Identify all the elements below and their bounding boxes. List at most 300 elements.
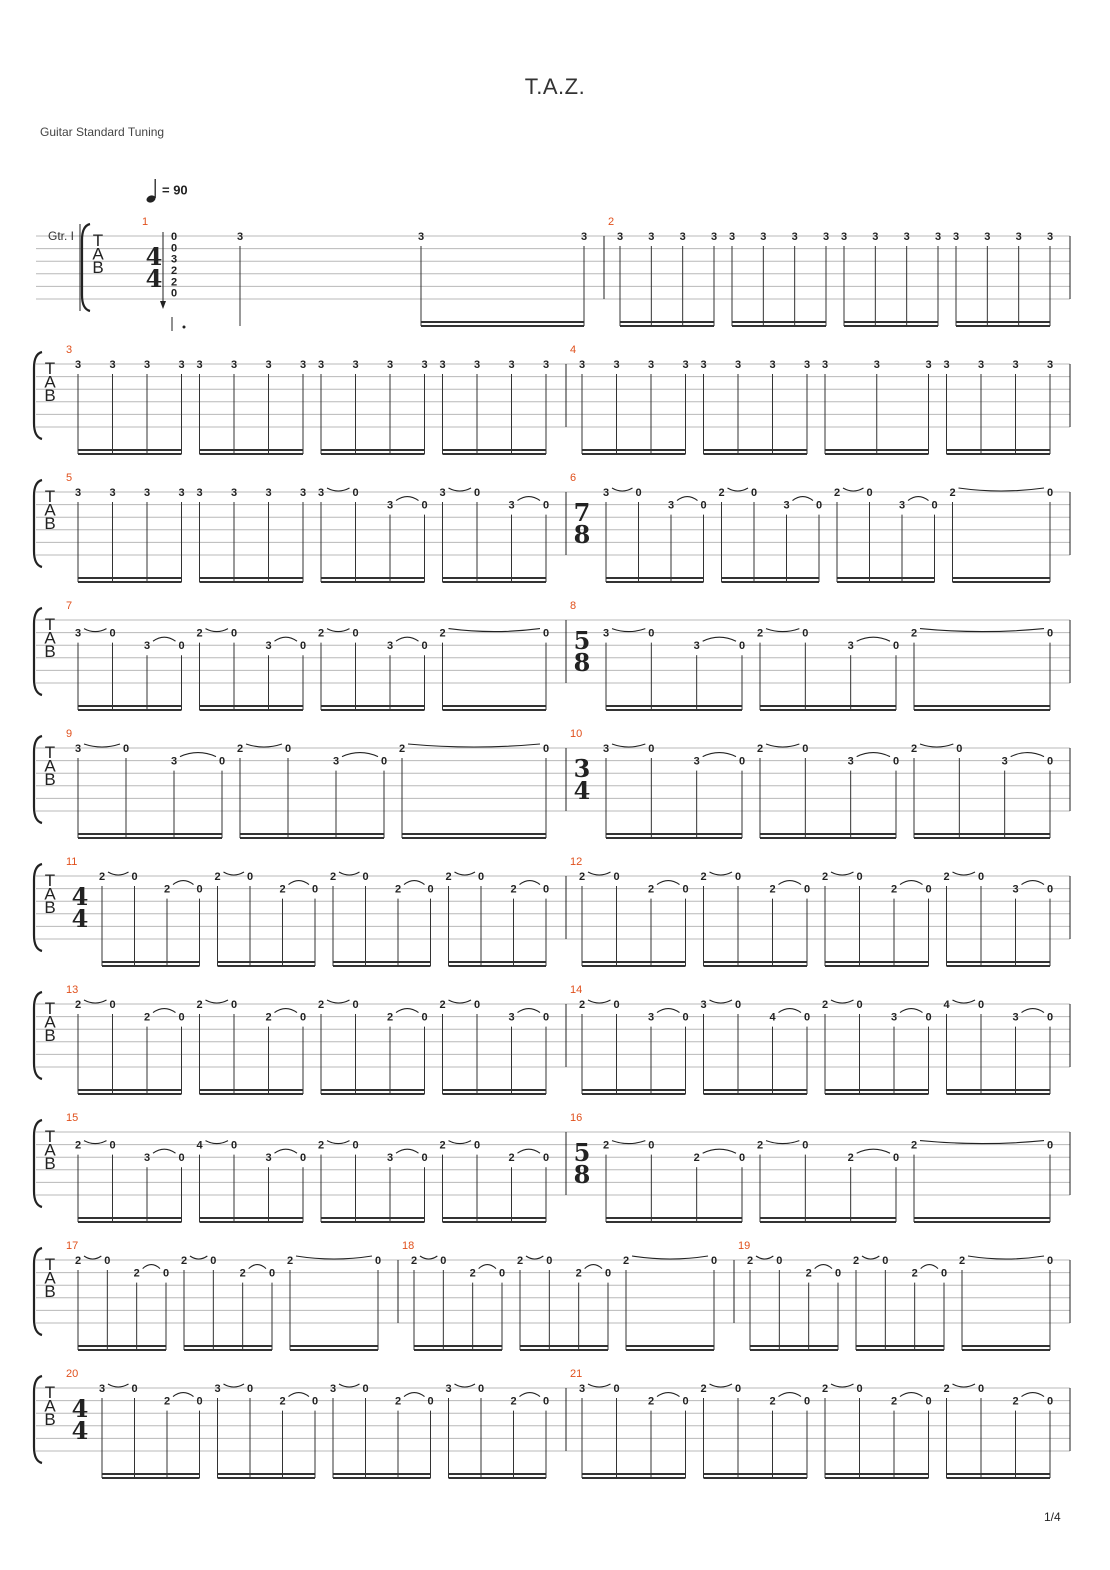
slur-arc <box>1022 1009 1045 1013</box>
slur-arc <box>153 1009 176 1013</box>
fret-number: 3 <box>170 755 178 768</box>
fret-number: 2 <box>756 743 764 755</box>
slur-arc <box>449 629 541 632</box>
fret-number: 2 <box>74 1139 82 1152</box>
tab-clef-letter: A <box>44 756 56 776</box>
tab-clef-letter: A <box>44 628 56 648</box>
fret-number: 2 <box>805 1267 812 1280</box>
fret-number: 0 <box>542 883 550 896</box>
time-signature-numerator: 7 <box>573 498 591 527</box>
slur-arc <box>518 1149 541 1153</box>
fret-number: 3 <box>98 1383 106 1395</box>
fret-number: 2 <box>769 883 776 896</box>
slur-arc <box>520 881 541 885</box>
fret-number: 0 <box>682 1395 689 1408</box>
fret-number: 0 <box>856 999 863 1011</box>
fret-number: 0 <box>892 640 900 653</box>
fret-number: 2 <box>852 1255 860 1267</box>
fret-number: 3 <box>143 1152 151 1165</box>
tab-clef-letter: T <box>44 1383 56 1402</box>
slur-arc <box>953 872 976 875</box>
fret-number: 2 <box>575 1267 582 1280</box>
fret-number: 0 <box>1046 883 1054 896</box>
slur-arc <box>703 1149 736 1153</box>
fret-number: 3 <box>925 359 932 371</box>
slur-arc <box>921 1265 938 1269</box>
fret-number: 3 <box>903 231 910 243</box>
fret-number: 3 <box>74 359 82 371</box>
fret-number: 3 <box>872 231 879 243</box>
fret-number: 3 <box>352 359 359 371</box>
slur-arc <box>756 1256 773 1259</box>
slur-arc <box>703 753 736 757</box>
staff-brace <box>82 224 90 311</box>
fret-number: 0 <box>170 231 178 243</box>
measure-number: 15 <box>66 1112 79 1124</box>
fret-number: 0 <box>1046 1395 1054 1408</box>
fret-number: 3 <box>214 1383 221 1395</box>
tab-clef-letter: B <box>44 898 56 917</box>
slur-arc <box>959 488 1045 491</box>
fret-number: 3 <box>265 1152 272 1165</box>
fret-number: 0 <box>1046 627 1054 640</box>
fret-number: 3 <box>700 999 707 1011</box>
fret-number: 2 <box>769 1395 776 1408</box>
fret-number: 3 <box>821 359 829 371</box>
fret-number: 0 <box>196 1395 203 1408</box>
fret-number: 0 <box>604 1267 612 1280</box>
page-number: 1/4 <box>1044 1510 1061 1524</box>
fret-number: 0 <box>892 755 900 768</box>
fret-number: 3 <box>934 231 942 243</box>
fret-number: 3 <box>803 359 811 371</box>
measure-number: 16 <box>570 1112 583 1124</box>
fret-number: 3 <box>667 499 675 512</box>
measure-number: 9 <box>66 728 73 740</box>
slur-arc <box>588 1000 611 1003</box>
fret-number: 3 <box>143 487 151 499</box>
fret-number: 3 <box>710 231 718 243</box>
fret-number: 3 <box>760 231 767 243</box>
tab-clef-letter: T <box>44 743 56 762</box>
fret-number: 0 <box>477 871 485 883</box>
fret-number: 3 <box>329 1383 337 1395</box>
slur-arc <box>612 1141 645 1144</box>
fret-number: 2 <box>279 1395 286 1408</box>
slur-arc <box>779 881 802 885</box>
slur-arc <box>327 1000 350 1003</box>
fret-number: 3 <box>74 627 82 640</box>
slur-arc <box>728 488 749 491</box>
fret-number: 0 <box>362 871 369 883</box>
fret-number: 3 <box>196 487 203 499</box>
measure-number: 21 <box>570 1368 583 1380</box>
fret-number: 0 <box>299 1011 307 1024</box>
slur-arc <box>657 881 680 885</box>
fret-number: 3 <box>847 755 854 768</box>
slur-arc <box>84 1000 107 1003</box>
time-signature-denominator: 4 <box>71 1416 89 1445</box>
slur-arc <box>968 1256 1044 1259</box>
fret-number: 0 <box>977 871 985 883</box>
tab-clef-letter: A <box>44 1012 56 1032</box>
fret-number: 0 <box>352 627 359 640</box>
fret-number: 3 <box>421 359 428 371</box>
slur-arc <box>862 1256 879 1259</box>
slur-arc <box>585 1265 602 1269</box>
fret-number: 0 <box>856 871 863 883</box>
slur-arc <box>1011 753 1044 757</box>
fret-number: 3 <box>1001 755 1008 768</box>
fret-number: 3 <box>693 755 700 768</box>
slur-arc <box>84 629 107 632</box>
fret-number: 0 <box>734 999 742 1011</box>
fret-number: 2 <box>469 1267 476 1280</box>
slur-arc <box>953 1384 976 1387</box>
measure-number: 12 <box>570 856 583 868</box>
slur-arc <box>953 1000 976 1003</box>
slur-arc <box>710 1384 733 1387</box>
slur-arc <box>857 637 890 641</box>
tab-clef-letter: B <box>44 1410 56 1429</box>
fret-number: 2 <box>958 1255 966 1267</box>
tab-clef-letter: B <box>44 386 56 405</box>
fret-number: 2 <box>508 1152 515 1165</box>
fret-number: 0 <box>882 1255 889 1267</box>
slur-arc <box>275 1149 298 1153</box>
slur-arc <box>520 1393 541 1397</box>
fret-number: 3 <box>265 640 272 653</box>
slur-arc <box>857 1149 890 1153</box>
fret-number: 2 <box>890 883 898 896</box>
fret-number: 2 <box>163 1395 171 1408</box>
slur-arc <box>327 488 350 491</box>
fret-number: 0 <box>613 871 620 883</box>
fret-number: 2 <box>196 627 203 640</box>
fret-number: 3 <box>439 359 446 371</box>
staff-brace <box>34 608 42 695</box>
fret-number: 3 <box>977 359 985 371</box>
fret-number: 0 <box>427 883 434 896</box>
fret-number: 0 <box>109 1139 116 1152</box>
fret-number: 3 <box>386 499 394 512</box>
fret-number: 2 <box>647 1395 655 1408</box>
fret-number: 3 <box>317 359 325 371</box>
fret-number: 3 <box>1012 359 1019 371</box>
fret-number: 0 <box>803 1011 811 1024</box>
fret-number: 3 <box>840 231 848 243</box>
fret-number: 3 <box>728 231 736 243</box>
score-title: T.A.Z. <box>524 74 586 99</box>
fret-number: 0 <box>230 1139 238 1152</box>
fret-number: 2 <box>386 1011 394 1024</box>
fret-number: 0 <box>284 743 292 755</box>
staff-brace <box>34 352 42 439</box>
slur-arc <box>449 488 472 491</box>
slur-arc <box>249 1265 266 1269</box>
fret-number: 0 <box>311 883 319 896</box>
fret-number: 0 <box>977 1383 985 1395</box>
fret-number: 0 <box>803 883 811 896</box>
fret-number: 3 <box>236 231 244 243</box>
fret-number: 0 <box>931 499 938 512</box>
fret-number: 2 <box>317 627 325 640</box>
fret-number: 2 <box>394 883 402 896</box>
fret-number: 0 <box>230 999 238 1011</box>
measure-number: 8 <box>570 600 577 612</box>
fret-number: 2 <box>317 1139 325 1152</box>
fret-number: 2 <box>910 1139 918 1152</box>
fret-number: 0 <box>109 999 116 1011</box>
slur-arc <box>632 1256 708 1259</box>
fret-number: 0 <box>682 1011 689 1024</box>
slur-arc <box>612 488 633 491</box>
fret-number: 2 <box>911 1267 918 1280</box>
slur-arc <box>339 1384 360 1387</box>
slur-arc <box>108 1384 129 1387</box>
fret-number: 0 <box>498 1267 506 1280</box>
fret-number: 0 <box>925 883 932 896</box>
fret-number: 2 <box>756 1139 764 1152</box>
fret-number: 0 <box>648 743 655 755</box>
fret-number: 2 <box>170 265 178 278</box>
fret-number: 2 <box>693 1152 700 1165</box>
time-signature-numerator: 3 <box>573 754 591 783</box>
fret-number: 0 <box>925 1011 932 1024</box>
fret-number: 3 <box>299 359 307 371</box>
staff-brace <box>34 736 42 823</box>
time-signature-denominator: 4 <box>71 904 89 933</box>
fret-number: 2 <box>439 999 446 1011</box>
fret-number: 0 <box>802 743 809 755</box>
slur-arc <box>900 881 923 885</box>
fret-number: 0 <box>546 1255 553 1267</box>
fret-number: 3 <box>417 231 425 243</box>
instrument-label: Gtr. I <box>48 229 75 243</box>
fret-number: 2 <box>439 627 446 640</box>
time-signature-denominator: 4 <box>145 264 163 293</box>
fret-number: 0 <box>803 1395 811 1408</box>
fret-number: 3 <box>578 1383 586 1395</box>
fret-number: 0 <box>299 640 307 653</box>
fret-number: 2 <box>196 999 203 1011</box>
fret-number: 0 <box>104 1255 111 1267</box>
fret-number: 3 <box>1012 883 1019 896</box>
slur-arc <box>815 1265 832 1269</box>
slur-arc <box>396 1009 419 1013</box>
fret-number: 3 <box>1046 359 1054 371</box>
fret-number: 2 <box>236 743 244 755</box>
measure-number: 11 <box>66 856 78 868</box>
slur-arc <box>455 872 476 875</box>
slur-arc <box>296 1256 372 1259</box>
time-signature-numerator: 5 <box>573 626 591 655</box>
fret-number: 3 <box>317 487 325 499</box>
fret-number: 2 <box>286 1255 294 1267</box>
fret-number: 2 <box>943 871 950 883</box>
measure-number: 10 <box>570 728 583 740</box>
fret-number: 0 <box>352 1139 359 1152</box>
fret-number: 2 <box>214 871 221 883</box>
fret-number: 3 <box>178 487 185 499</box>
fret-number: 0 <box>776 1255 783 1267</box>
fret-number: 0 <box>299 1152 307 1165</box>
fret-number: 0 <box>178 640 185 653</box>
tab-clef-letter: A <box>44 372 56 392</box>
tab-clef-letter: T <box>44 359 56 378</box>
fret-number: 0 <box>178 1011 185 1024</box>
fret-number: 0 <box>750 487 758 499</box>
measure-number: 19 <box>738 1240 751 1252</box>
slur-arc <box>518 1009 541 1013</box>
fret-number: 0 <box>473 999 481 1011</box>
slur-arc <box>831 872 854 875</box>
fret-number: 0 <box>109 627 116 640</box>
dot <box>183 326 186 329</box>
fret-number: 0 <box>230 627 238 640</box>
fret-number: 2 <box>833 487 841 499</box>
fret-number: 3 <box>783 499 790 512</box>
time-signature-numerator: 4 <box>71 882 89 911</box>
fret-number: 2 <box>602 1139 610 1152</box>
fret-number: 3 <box>196 359 203 371</box>
fret-number: 3 <box>109 359 116 371</box>
fret-number: 3 <box>648 231 655 243</box>
fret-number: 2 <box>622 1255 630 1267</box>
fret-number: 0 <box>246 871 254 883</box>
fret-number: 0 <box>421 1152 428 1165</box>
slur-arc <box>143 1265 160 1269</box>
slur-arc <box>190 1256 207 1259</box>
fret-number: 0 <box>542 1395 550 1408</box>
fret-number: 2 <box>180 1255 188 1267</box>
staff-brace <box>34 1376 42 1463</box>
slur-arc <box>173 881 194 885</box>
fret-number: 2 <box>133 1267 140 1280</box>
staff-brace <box>34 1120 42 1207</box>
fret-number: 2 <box>239 1267 246 1280</box>
fret-number: 3 <box>898 499 906 512</box>
fret-number: 3 <box>386 640 394 653</box>
tab-clef-letter: A <box>44 884 56 904</box>
fret-number: 2 <box>718 487 725 499</box>
measure-number: 1 <box>142 216 149 228</box>
fret-number: 3 <box>602 487 610 499</box>
fret-number: 0 <box>613 1383 620 1395</box>
slur-arc <box>455 1384 476 1387</box>
slur-arc <box>404 1393 425 1397</box>
fret-number: 0 <box>477 1383 485 1395</box>
slur-arc <box>153 1149 176 1153</box>
tab-clef-letter: B <box>44 1154 56 1173</box>
fret-number: 3 <box>943 359 950 371</box>
fret-number: 3 <box>542 359 550 371</box>
fret-number: 0 <box>940 1267 948 1280</box>
slur-arc <box>526 1256 543 1259</box>
measure-number: 20 <box>66 1368 79 1380</box>
fret-number: 0 <box>1046 487 1054 499</box>
fret-number: 2 <box>821 871 829 883</box>
fret-number: 0 <box>170 242 178 255</box>
fret-number: 3 <box>439 487 446 499</box>
slur-arc <box>342 753 378 757</box>
fret-number: 0 <box>542 743 550 755</box>
fret-number: 0 <box>738 755 746 768</box>
fret-number: 0 <box>421 640 428 653</box>
tab-clef-letter: A <box>44 1396 56 1416</box>
fret-number: 3 <box>580 231 588 243</box>
fret-number: 0 <box>362 1383 369 1395</box>
slur-arc <box>327 1141 350 1144</box>
slur-arc <box>831 1384 854 1387</box>
fret-number: 2 <box>578 999 586 1011</box>
fret-number: 2 <box>949 487 956 499</box>
fret-number: 0 <box>542 1011 550 1024</box>
fret-number: 3 <box>984 231 991 243</box>
fret-number: 0 <box>648 1139 655 1152</box>
fret-number: 2 <box>943 1383 950 1395</box>
tuning-label: Guitar Standard Tuning <box>40 125 165 139</box>
fret-number: 0 <box>196 883 203 896</box>
fret-number: 2 <box>746 1255 754 1267</box>
slur-arc <box>289 881 310 885</box>
slur-arc <box>900 1393 923 1397</box>
fret-number: 0 <box>122 743 130 755</box>
fret-number: 2 <box>445 871 452 883</box>
fret-number: 0 <box>682 883 689 896</box>
measure-number: 14 <box>570 984 583 996</box>
slur-arc <box>206 1141 229 1144</box>
fret-number: 0 <box>977 999 985 1011</box>
fret-number: 3 <box>508 1011 515 1024</box>
fret-number: 3 <box>822 231 830 243</box>
slur-arc <box>831 1000 854 1003</box>
slur-arc <box>703 637 736 641</box>
fret-number: 2 <box>74 1255 82 1267</box>
fret-number: 0 <box>427 1395 434 1408</box>
fret-number: 0 <box>178 1152 185 1165</box>
slur-arc <box>908 497 929 501</box>
fret-number: 0 <box>892 1152 900 1165</box>
fret-number: 4 <box>943 999 950 1011</box>
slur-arc <box>420 1256 437 1259</box>
fret-number: 0 <box>700 499 707 512</box>
fret-number: 0 <box>218 755 226 768</box>
slur-arc <box>588 1384 611 1387</box>
fret-number: 0 <box>170 287 178 300</box>
slur-arc <box>206 1000 229 1003</box>
fret-number: 2 <box>700 1383 707 1395</box>
staff-brace <box>34 864 42 951</box>
staff-brace <box>34 992 42 1079</box>
time-signature-numerator: 5 <box>573 1138 591 1167</box>
time-signature-numerator: 4 <box>71 1394 89 1423</box>
fret-number: 3 <box>1012 1011 1019 1024</box>
fret-number: 0 <box>956 743 963 755</box>
slur-arc <box>404 881 425 885</box>
slur-arc <box>246 744 282 747</box>
fret-number: 3 <box>769 359 776 371</box>
fret-number: 0 <box>440 1255 447 1267</box>
tab-clef-letter: A <box>92 244 104 264</box>
fret-number: 0 <box>613 999 620 1011</box>
fret-number: 0 <box>380 755 388 768</box>
fret-number: 0 <box>311 1395 319 1408</box>
fret-number: 3 <box>890 1011 898 1024</box>
slur-arc <box>612 629 645 632</box>
fret-number: 2 <box>890 1395 898 1408</box>
measure-number: 7 <box>66 600 73 612</box>
